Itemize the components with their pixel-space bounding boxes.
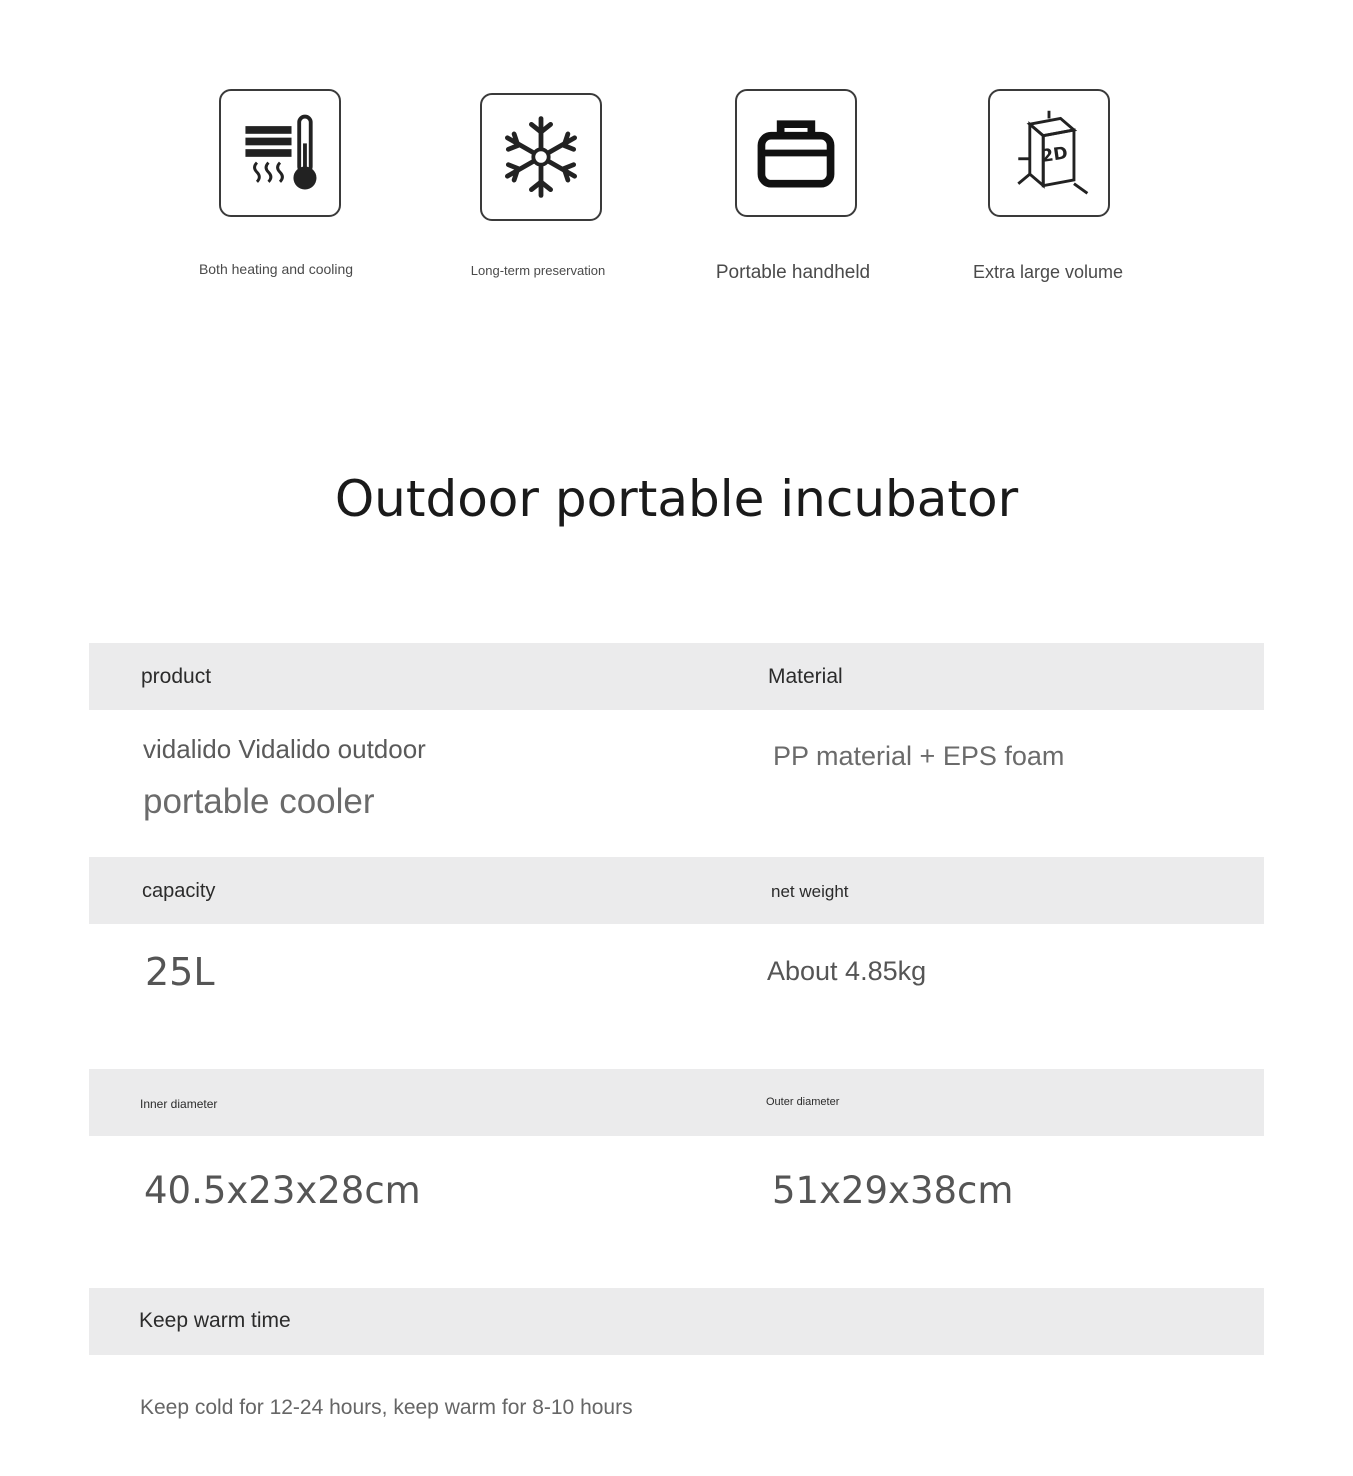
feature-icon-snowflake: [480, 93, 602, 221]
page-title: Outdoor portable incubator: [334, 470, 1019, 528]
net-weight-value: About 4.85kg: [767, 956, 927, 986]
feature-icon-heating-cooling: [219, 89, 341, 217]
feature-label-volume: Extra large volume: [972, 262, 1124, 282]
product-label: product: [141, 665, 212, 688]
heating-cooling-icon: [232, 105, 328, 201]
material-value: PP material + EPS foam: [773, 741, 1065, 771]
spec-header-row-3: [89, 1069, 1264, 1136]
feature-icon-handbag: [735, 89, 857, 217]
inner-diameter-label: Inner diameter: [140, 1097, 218, 1111]
volume-box-icon: [1001, 105, 1097, 201]
net-weight-label: net weight: [771, 882, 849, 901]
outer-diameter-value: 51x29x38cm: [772, 1169, 1014, 1212]
inner-diameter-value: 40.5x23x28cm: [144, 1169, 421, 1212]
outer-diameter-label: Outer diameter: [766, 1096, 840, 1108]
capacity-label: capacity: [142, 880, 216, 902]
feature-label-heating-cooling: Both heating and cooling: [198, 261, 354, 277]
capacity-value: 25L: [145, 950, 215, 994]
spec-header-row-1: [89, 643, 1264, 710]
spec-header-row-2: [89, 857, 1264, 924]
product-value-line1: vidalido Vidalido outdoor: [143, 734, 426, 764]
material-label: Material: [768, 665, 843, 688]
feature-label-handheld: Portable handheld: [715, 262, 871, 283]
keep-warm-value: Keep cold for 12-24 hours, keep warm for 8-10 hours: [140, 1396, 633, 1419]
svg-text:2D: 2D: [1040, 143, 1070, 167]
feature-label-preservation: Long-term preservation: [470, 263, 606, 278]
keep-warm-label: Keep warm time: [139, 1309, 291, 1332]
handbag-icon: [748, 105, 844, 201]
product-value-line2: portable cooler: [143, 782, 375, 821]
feature-icon-volume: [988, 89, 1110, 217]
snowflake-icon: [493, 109, 589, 205]
